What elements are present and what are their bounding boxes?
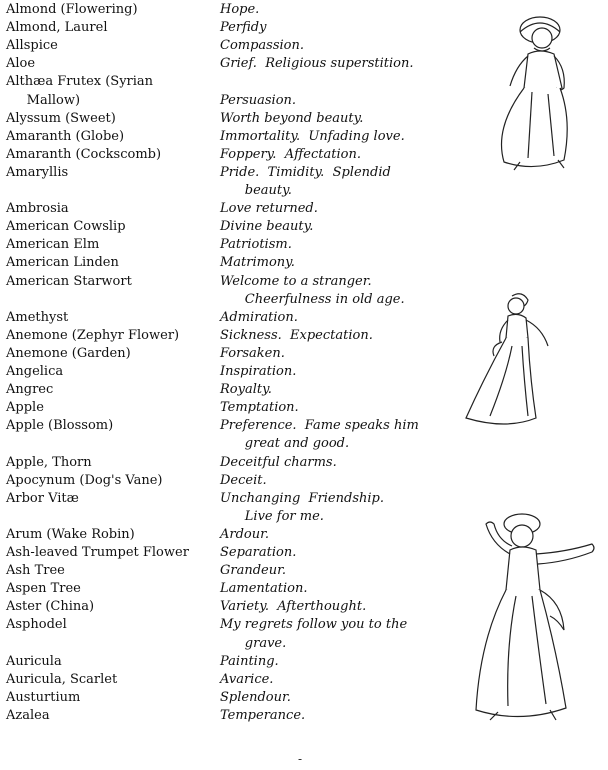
entry-meaning: Temperance. (220, 707, 306, 723)
entry-row (0, 689, 460, 707)
entry-meaning: Deceit. (220, 472, 267, 488)
entry-name: American Elm (6, 237, 100, 253)
entry-meaning: Love returned. (220, 201, 318, 217)
entry-meaning: Grandeur. (220, 563, 287, 579)
entry-name: Aspen Tree (6, 581, 81, 597)
entry-name: Aster (China) (6, 599, 95, 615)
entry-row (0, 490, 460, 508)
entry-meaning: Preference. Fame speaks him (220, 418, 419, 434)
entry-row (0, 671, 460, 689)
entry-meaning: Inspiration. (220, 364, 297, 379)
entry-name: Allspice (6, 38, 58, 54)
entry-meaning: Cheerfulness in old age. (220, 291, 405, 307)
dancing-girl-icon (440, 506, 606, 728)
entry-name: Asphodel (6, 617, 67, 633)
entry-name: Ambrosia (6, 201, 69, 217)
entry-meaning: great and good. (220, 436, 350, 452)
entry-meaning: Immortality. Unfading love. (220, 128, 405, 144)
entry-name: Anemone (Garden) (6, 345, 131, 361)
entry-row (0, 435, 460, 453)
entry-name: Arum (Wake Robin) (6, 526, 135, 542)
entry-meaning: My regrets follow you to the (220, 617, 408, 633)
entry-row (0, 146, 460, 164)
entry-name: American Linden (6, 255, 119, 271)
entry-meaning: Forsaken. (220, 345, 285, 361)
entry-meaning: Unchanging Friendship. (220, 490, 384, 506)
entry-row (0, 399, 460, 417)
entry-meaning: Lamentation. (220, 581, 308, 597)
entry-row (0, 92, 460, 110)
entry-meaning: Worth beyond beauty. (220, 110, 364, 126)
entry-row (0, 291, 460, 309)
entry-row (0, 273, 460, 291)
entry-row (0, 562, 460, 580)
entry-row (0, 182, 460, 200)
entry-name: Ash-leaved Trumpet Flower (6, 545, 189, 560)
entry-row (0, 580, 460, 598)
entry-row (0, 472, 460, 490)
entry-row (0, 55, 460, 73)
entry-meaning: Patriotism. (220, 237, 292, 253)
entry-meaning: Royalty. (220, 382, 272, 398)
entry-row (0, 19, 460, 37)
entry-name: Arbor Vitæ (6, 490, 79, 506)
entry-name: Apocynum (Dog's Vane) (6, 472, 163, 488)
entry-row (0, 345, 460, 363)
entry-meaning: Deceitful charms. (220, 454, 337, 470)
entry-row (0, 200, 460, 218)
girl-with-bonnet-icon (462, 8, 600, 172)
entry-row (0, 598, 460, 616)
entry-name: Almond, Laurel (6, 20, 108, 36)
entry-row (0, 128, 460, 146)
page-footer-mark: - (298, 752, 303, 766)
entry-row (0, 110, 460, 128)
entry-meaning: Divine beauty. (220, 219, 314, 235)
entry-meaning: Grief. Religious superstition. (220, 56, 414, 72)
entry-name: Mallow) (6, 92, 81, 108)
entry-row (0, 164, 460, 182)
entry-meaning: grave. (220, 635, 287, 651)
entry-name: Austurtium (6, 689, 81, 705)
entry-row (0, 544, 460, 562)
entry-name: Anemone (Zephyr Flower) (6, 327, 180, 343)
entry-name: Amaranth (Cockscomb) (6, 146, 162, 162)
entry-row (0, 707, 460, 725)
entry-meaning: Compassion. (220, 38, 305, 54)
entry-meaning: Matrimony. (220, 255, 295, 271)
entry-name: Amaranth (Globe) (6, 128, 125, 144)
entry-name: Azalea (6, 707, 50, 723)
entry-meaning: Persuasion. (220, 92, 297, 108)
entry-meaning: beauty. (220, 183, 292, 198)
entry-row (0, 1, 460, 19)
entry-meaning: Foppery. Affectation. (220, 146, 361, 162)
entry-meaning: Splendour. (220, 689, 291, 705)
entry-meaning: Welcome to a stranger. (220, 273, 372, 289)
entry-name: Apple (6, 400, 44, 416)
entry-row (0, 508, 460, 526)
entry-name: Amaryllis (6, 164, 69, 180)
entry-meaning: Variety. Afterthought. (220, 599, 367, 615)
entry-name: American Cowslip (6, 219, 126, 235)
entry-row (0, 417, 460, 435)
entry-row (0, 309, 460, 327)
entry-name: Althæa Frutex (Syrian (6, 74, 154, 90)
entry-meaning: Perfidy (220, 20, 267, 36)
entry-name: Auricula (6, 653, 62, 669)
entry-meaning: Avarice. (220, 671, 274, 687)
entry-row (0, 653, 460, 671)
entry-meaning: Ardour. (220, 526, 270, 542)
entry-name: American Starwort (6, 273, 132, 289)
entry-name: Amethyst (6, 309, 69, 325)
entry-meaning: Sickness. Expectation. (220, 327, 373, 343)
entry-name: Aloe (6, 56, 36, 72)
entry-name: Angrec (6, 382, 54, 398)
entry-name: Angelica (6, 364, 64, 379)
girl-in-gown-icon (450, 290, 570, 430)
entry-name: Apple (Blossom) (6, 418, 114, 434)
entry-row (0, 381, 460, 399)
entry-name: Alyssum (Sweet) (6, 110, 116, 126)
entry-row (0, 526, 460, 544)
entry-row (0, 37, 460, 55)
entry-meaning: Pride. Timidity. Splendid (220, 164, 391, 180)
entry-name: Ash Tree (6, 563, 65, 579)
entry-row (0, 218, 460, 236)
entry-row (0, 73, 460, 91)
entry-row (0, 363, 460, 381)
entry-row (0, 327, 460, 345)
entry-meaning: Painting. (220, 653, 279, 669)
entry-row (0, 616, 460, 634)
entry-name: Auricula, Scarlet (6, 671, 118, 687)
entry-row (0, 236, 460, 254)
entry-row (0, 254, 460, 272)
entry-row (0, 454, 460, 472)
entry-name: Almond (Flowering) (6, 2, 138, 17)
entry-row (0, 635, 460, 653)
entry-meaning: Temptation. (220, 400, 299, 416)
entry-meaning: Live for me. (220, 508, 324, 524)
entry-meaning: Separation. (220, 545, 297, 560)
entry-meaning: Hope. (220, 2, 260, 17)
entry-name: Apple, Thorn (6, 454, 92, 470)
entry-meaning: Admiration. (220, 309, 298, 325)
